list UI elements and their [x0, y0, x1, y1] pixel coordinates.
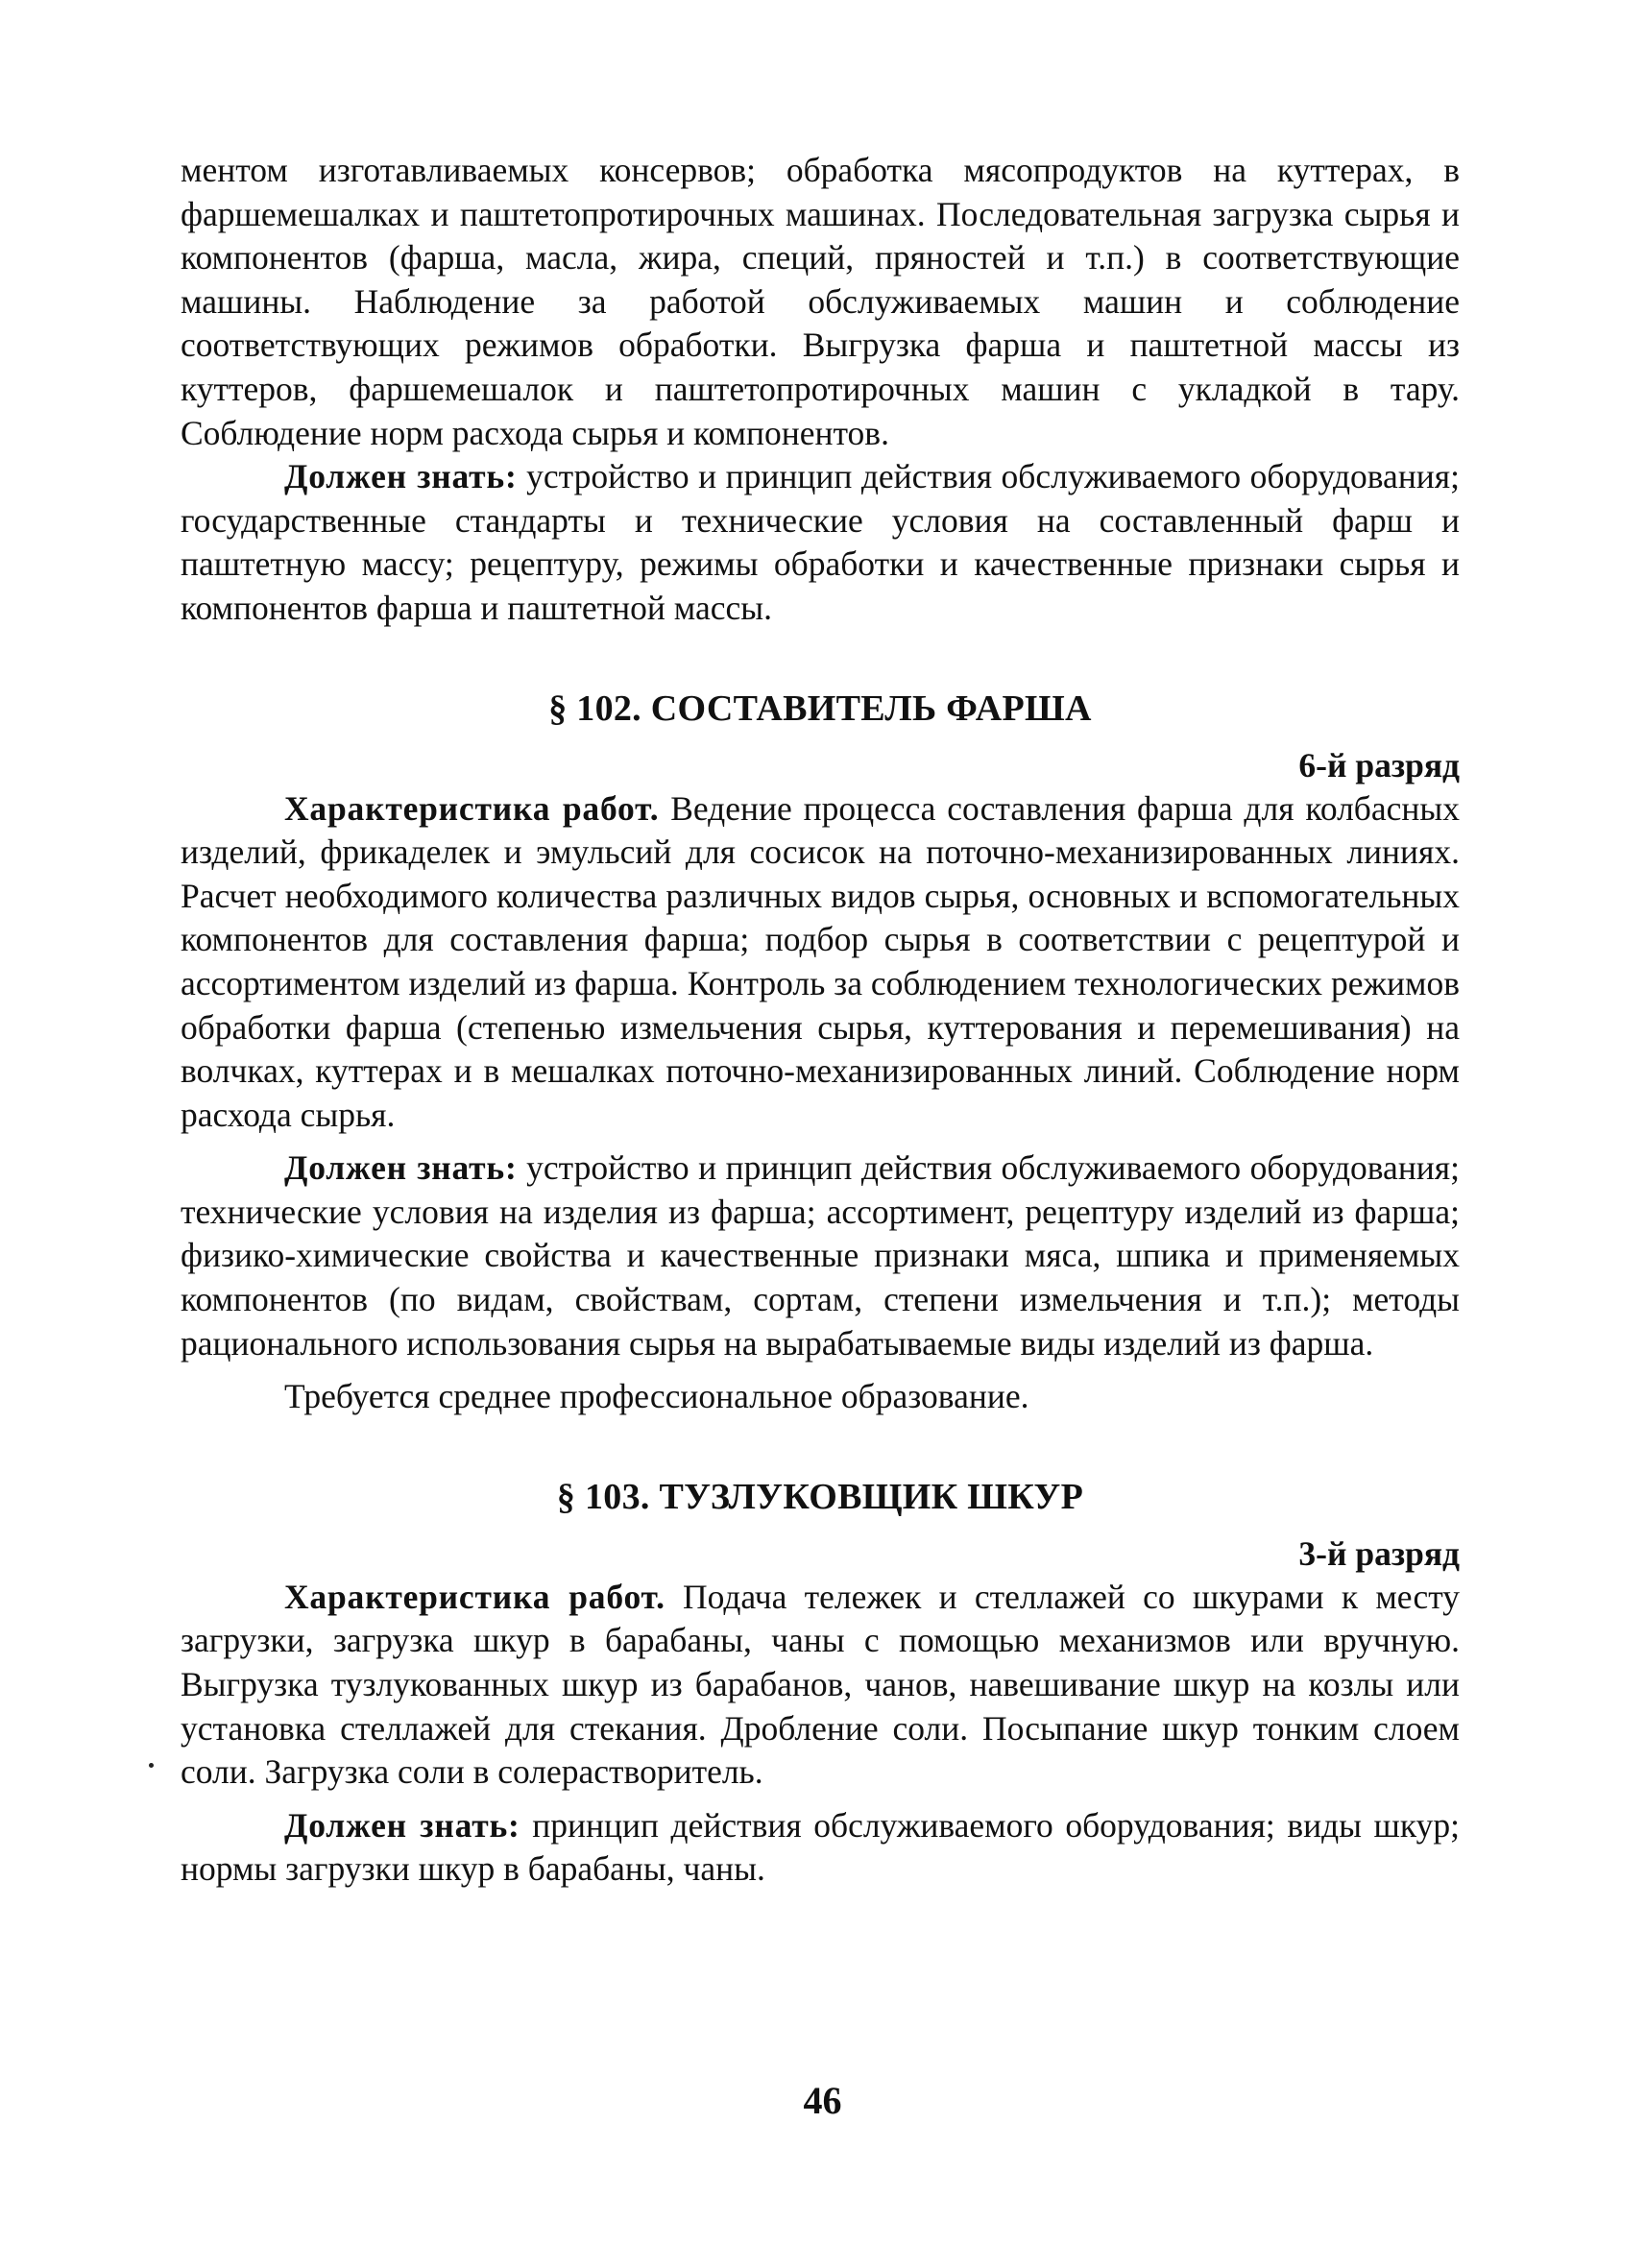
must-know-text: устройство и принцип действия обслуживаемого оборудования; государственные стандарты и технические условия на составленный фарш и паштетную массу; рецептуру, режимы обработки и качественные признаки сырья и компонентов фарша и паштетной массы. — [181, 457, 1461, 627]
must-know-paragraph — [181, 455, 1460, 630]
must-know-text: принцип действия обслуживаемого оборудования; виды шкур; нормы загрузки шкур в барабаны, чаны. — [181, 1805, 1460, 1889]
must-know-label: Должен знать: — [284, 457, 518, 496]
must-know-label: Должен знать: — [284, 1805, 520, 1845]
continuation-paragraph — [181, 149, 1460, 455]
work-description-text: Подача тележек и стеллажей со шкурами к месту загрузки, загрузка шкур в барабаны, чаны с помощью механизмов или вручную. Выгрузка тузлукованных шкур из барабанов, чанов, навешивание шкур на козлы или установка стеллажей для стекания. Дробление соли. Посыпание шкур тонким слоем соли. Загрузка соли в солерастворитель. — [181, 1577, 1461, 1792]
work-description-label: Характеристика работ. — [284, 1577, 665, 1616]
document-page — [181, 149, 1460, 1892]
section-title-103: § 103. ТУЗЛУКОВЩИК ШКУР — [556, 1476, 1084, 1517]
must-know-label: Должен знать: — [284, 1148, 518, 1188]
must-know-text: устройство и принцип действия обслуживаемого оборудования; технические условия на изделия из фарша; ассортимент, рецептуру изделий из фарша; физико-химические свойства и качественные признаки мяса, шпика и применяемых компонентов (по видам, свойствам, сортам, степени измельчения и т.п.); методы рационального использования сырья на вырабатываемые виды изделий из фарша. — [181, 1148, 1461, 1363]
must-know-paragraph-102 — [181, 1146, 1460, 1365]
work-description-paragraph-103 — [181, 1576, 1460, 1795]
work-description-text: Ведение процесса составления фарша для колбасных изделий, фрикаделек и эмульсий для сосисок на поточно-механизированных линиях. Расчет необходимого количества различных видов сырья, основных и вспомогательных компонентов для составления фарша; подбор сырья в соответствии с рецептурой и ассортиментом изделий из фарша. Контроль за соблюдением технологических режимов обработки фарша (степенью измельчения сырья, куттерования и перемешивания) на волчках, куттерах и в мешалках поточно-механизированных линий. Соблюдение норм расхода сырья. — [181, 788, 1460, 1134]
grade-label-103: 3-й разряд — [1298, 1533, 1460, 1573]
scan-speck — [149, 1763, 154, 1768]
continuation-text: ментом изготавливаемых консервов; обработка мясопродуктов на куттерах, в фаршемешалках и паштетопротирочных машинах. Последовательная загрузка сырья и компонентов (фарша, масла, жира, специй, пряностей и т.п.) в соответствующие машины. Наблюдение за работой обслуживаемых машин и соблюдение соответствующих режимов обработки. Выгрузка фарша и паштетной массы из куттеров, фаршемешалок и паштетопротирочных машин с укладкой в тару. Соблюдение норм расхода сырья и компонентов. — [181, 151, 1460, 452]
section-title-102: § 102. СОСТАВИТЕЛЬ ФАРША — [548, 688, 1092, 729]
grade-label-102: 6-й разряд — [1298, 745, 1460, 784]
work-description-paragraph-102 — [181, 787, 1460, 1138]
must-know-paragraph-103 — [181, 1804, 1460, 1892]
page-number: 46 — [803, 2079, 842, 2122]
education-requirement: Требуется среднее профессиональное образование. — [284, 1377, 1029, 1416]
work-description-label: Характеристика работ. — [284, 788, 660, 828]
